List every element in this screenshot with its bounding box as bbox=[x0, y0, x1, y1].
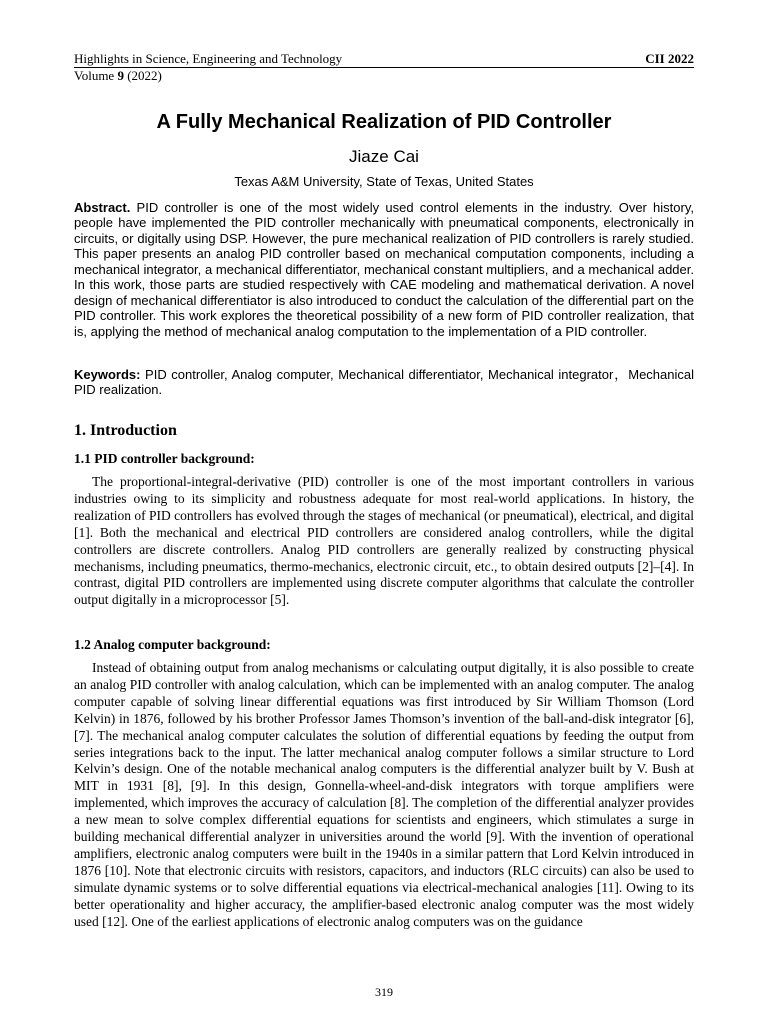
paragraph-analog-computer: Instead of obtaining output from analog mechanisms or calculating output digitally, it is also possible to create an analog PID controller with analog calculation, which can be implemented with an analog computer. The analog computer capable of solving linear differential equations was first introduced by Sir William Thomson (Lord Kelvin) in 1876, followed by his brother Professor James Thomson’s invention of the ball-and-disk integrator [6], [7]. The mechanical analog computer calculates the solution of differential equations by feeding the output from series integrations back to the input. The latter mechanical analog computer follows a similar structure to Lord Kelvin’s design. One of the notable mechanical analog computers is the differential analyzer built by V. Bush at MIT in 1931 [8], [9]. In this design, Gonnella-wheel-and-disk integrators with torque amplifiers were implemented, which improves the accuracy of calculation [8]. The completion of the differential analyzer provides a new mean to solve complex differential equations for scientists and engineers, which stimulates a surge in building mechanical differential analyzer in universities around the world [9]. With the invention of operational amplifiers, electronic analog computers were built in the 1940s in a similar pattern that Lord Kelvin introduced in 1876 [10]. Note that electronic circuits with resistors, capacitors, and inductors (RLC circuits) can also be used to simulate dynamic systems or to solve differential equations via electrical-mechanical analogies [11]. Owing to its better operationality and higher accuracy, the amplifier-based electronic analog computer was the most widely used [12]. One of the earliest applications of electronic analog computers was on the guidance bbox=[74, 660, 694, 929]
subsection-heading-pid-background: 1.1 PID controller background: bbox=[74, 451, 255, 466]
keywords bbox=[74, 367, 694, 398]
volume-number: 9 bbox=[117, 68, 124, 83]
keywords-label: Keywords: bbox=[74, 367, 141, 382]
paragraph-pid-background: The proportional-integral-derivative (PID) controller is one of the most important controllers in various industries owing to its simplicity and robustness adequate for most real-world applications. In history, the realization of PID controllers has evolved through the stages of mechanical (or pneumatical), electrical, and digital [1]. Both the mechanical and electrical PID controllers are considered analog controllers, while the digital controllers are discrete controllers. Analog PID controllers are generally realized by constructing physical mechanisms, including pneumatics, thermo-mechanics, electronic circuit, etc., to obtain desired outputs [2]–[4]. In contrast, digital PID controllers are implemented using discrete computer algorithms that calculate the controller output digitally in a microprocessor [5]. bbox=[74, 474, 694, 608]
volume-year: (2022) bbox=[123, 68, 162, 83]
paper-title: A Fully Mechanical Realization of PID Controller bbox=[156, 111, 612, 133]
author-name: Jiaze Cai bbox=[349, 147, 419, 166]
volume-label: Volume bbox=[74, 68, 118, 83]
volume-line bbox=[74, 67, 162, 84]
subsection-heading-analog-computer: 1.2 Analog computer background: bbox=[74, 637, 271, 652]
abstract bbox=[74, 200, 694, 339]
page-number: 319 bbox=[375, 985, 393, 999]
author-affiliation: Texas A&M University, State of Texas, United States bbox=[234, 174, 534, 189]
abstract-label: Abstract. bbox=[74, 200, 131, 215]
conference-name: CII 2022 bbox=[645, 51, 694, 66]
journal-name: Highlights in Science, Engineering and Technology bbox=[74, 51, 343, 66]
keywords-text: PID controller, Analog computer, Mechanical differentiator, Mechanical integrator，Mechanical PID realization. bbox=[74, 367, 694, 398]
abstract-text: PID controller is one of the most widely used control elements in the industry. Over history, people have implemented the PID controller mechanically with pneumatical components, electronically in circuits, or digitally using DSP. However, the pure mechanical realization of PID controllers is rarely studied. This paper presents an analog PID controller based on mechanical computation components, including a mechanical integrator, a mechanical differentiator, mechanical constant multipliers, and a mechanical adder. In this work, those parts are studied respectively with CAE modeling and mathematical derivation. A novel design of mechanical differentiator is also introduced to conduct the calculation of the differential part on the PID controller. This work explores the theoretical possibility of a new form of PID controller realization, that is, applying the method of mechanical analog computation to the implementation of a PID controller. bbox=[74, 200, 694, 339]
section-heading-introduction: 1. Introduction bbox=[74, 422, 177, 439]
header-rule bbox=[74, 67, 694, 68]
